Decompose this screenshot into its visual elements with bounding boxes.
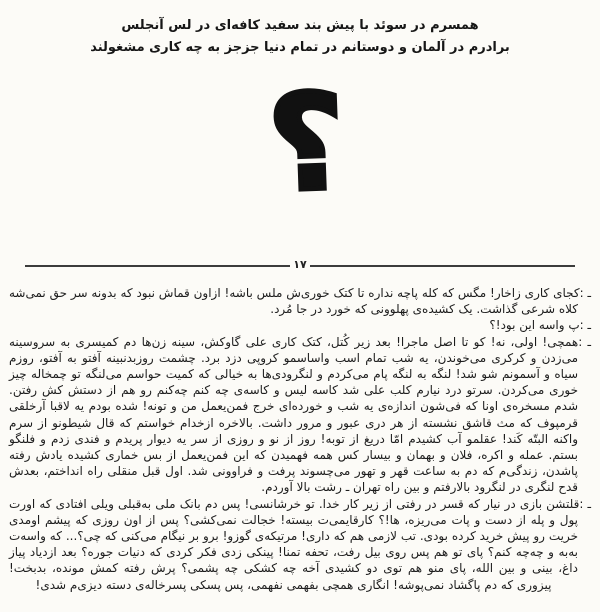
page-number-divider xyxy=(0,259,600,272)
divider-rule-right xyxy=(310,265,575,267)
question-mark-glyph: ؟ xyxy=(265,65,347,223)
dialogue-paragraph-4: ـ :قلتشن بازی در نیار که قسر در رفتی از زیر کار خدا. تو خرشانسی! پس دم بانک ملی به‌قبلی ویلی افتادی که اورت پول و پله از دست و پات می‌ریزه، ها!؟ کارقایمی‌ت بیسته! خجالت نمی‌کشی؟ پس از اون روزی که پیشم اومدی خریت رو پیش خرید کرده بودی. تب لازمی هم که داری! مرتیکه‌ی گوزو! برو بر نیگام می‌کنی که چی؟... که واسه‌ت به‌به و چه‌چه کنم؟ پای تو هم پس روی بیل رفت، تحفه تمنا! پینکی زدی فکر کردی که دنیات جوره؟ بعد ازدیاد پیاز داغ، بینی و بین الله، پای منو هم توی دو کشیدی آخه چه کشکی چه پشمی؟ پرش رفته کمش مونده، بدبخت! پیزوری که دم پاگشاد نمی‌پوشه! انگاری همچی بفهمی نفهمی، پس پسکی پسرخاله‌ی دسته دیزی‌م شدی! xyxy=(9,496,591,592)
dialogue-paragraph-3: ـ :همچی! اولی، نه! کو تا اصل ماجرا! بعد زیر کُتل، کتک کاری علی گاوکش، سینه زن‌ها دم کمیسری به سروسینه می‌زدن و کرکری می‌خوندن، یه شب تمام اسب واساسمو کروپی دزد برد. چشمت روزبدنبینه آفتو به آفتو، روزم سیاه و آسمونم شو شد! لنگه به لنگه پام می‌کردم و لنگرودی‌ها به خیالی که کمیت حواسم می‌لنگه تو چمخاله چیز خوری می‌کردن. سرتو درد نیارم کلب علی شد کاسه لیس و کاسه‌ی چه کنم چه‌کنم رو هم از دستش کش رفتن. شدم مسخره‌ی اونا که فی‌شون اندازه‌ی یه شب و خورده‌ای خرج فمن‌یعمل من و تونه! شده بودم یه لاقبا آرخلقی قرمپوف که مث قاشق نشسته از هر دری عبور و مرور داشت. بالاخره ازخدام خواستم که قال شیطونو از سرم واکنه البتّه کَند! عقلمو آب کشیدم امّا دریغ از توبه! روز از نو و روزی از سر یه دیوار پریدم و فندی زدم و فلنگو بستم. عمله و اکره، فلان و بهمان و بیسار کس همه فهمیدن که این فمن‌یعمل از بس خماری کشیده یادش رفته پاشدن، زندگی‌م که دم به ساعت قهر و تهور می‌چسوند پرفت و فراوونی شد. اول قبل منقلی راه انداختم، بعدش قدح لنگری در لنگرود بالارفتم و بین راه تهران ـ رشت بالا آوردم. xyxy=(9,334,591,495)
page-header xyxy=(0,0,600,59)
page-number: ۱۷ xyxy=(293,258,307,271)
header-line-2: برادرم در آلمان و دوستانم در تمام دنیا جزجز به چه کاری مشغولند xyxy=(90,40,510,55)
body-text-block xyxy=(0,285,600,593)
divider-rule-left xyxy=(25,265,290,267)
question-mark-figure xyxy=(0,65,600,223)
dialogue-paragraph-1: ـ :کجای کاری زاخار! مگس که کله پاچه نداره تا کتک خوری‌ش ملس باشه! ازاون قماش نبود که بدونه سر حق نمی‌شه کلاه شرعی گذاشت. یک کشیده‌ی پهلوونی که خورد در جا مُرد. xyxy=(9,286,591,317)
dialogue-paragraph-2: ـ :پ واسه این بود!؟ xyxy=(489,318,591,333)
header-line-1: همسرم در سوئد با پیش بند سفید کافه‌ای در لس آنجلس xyxy=(121,18,479,33)
